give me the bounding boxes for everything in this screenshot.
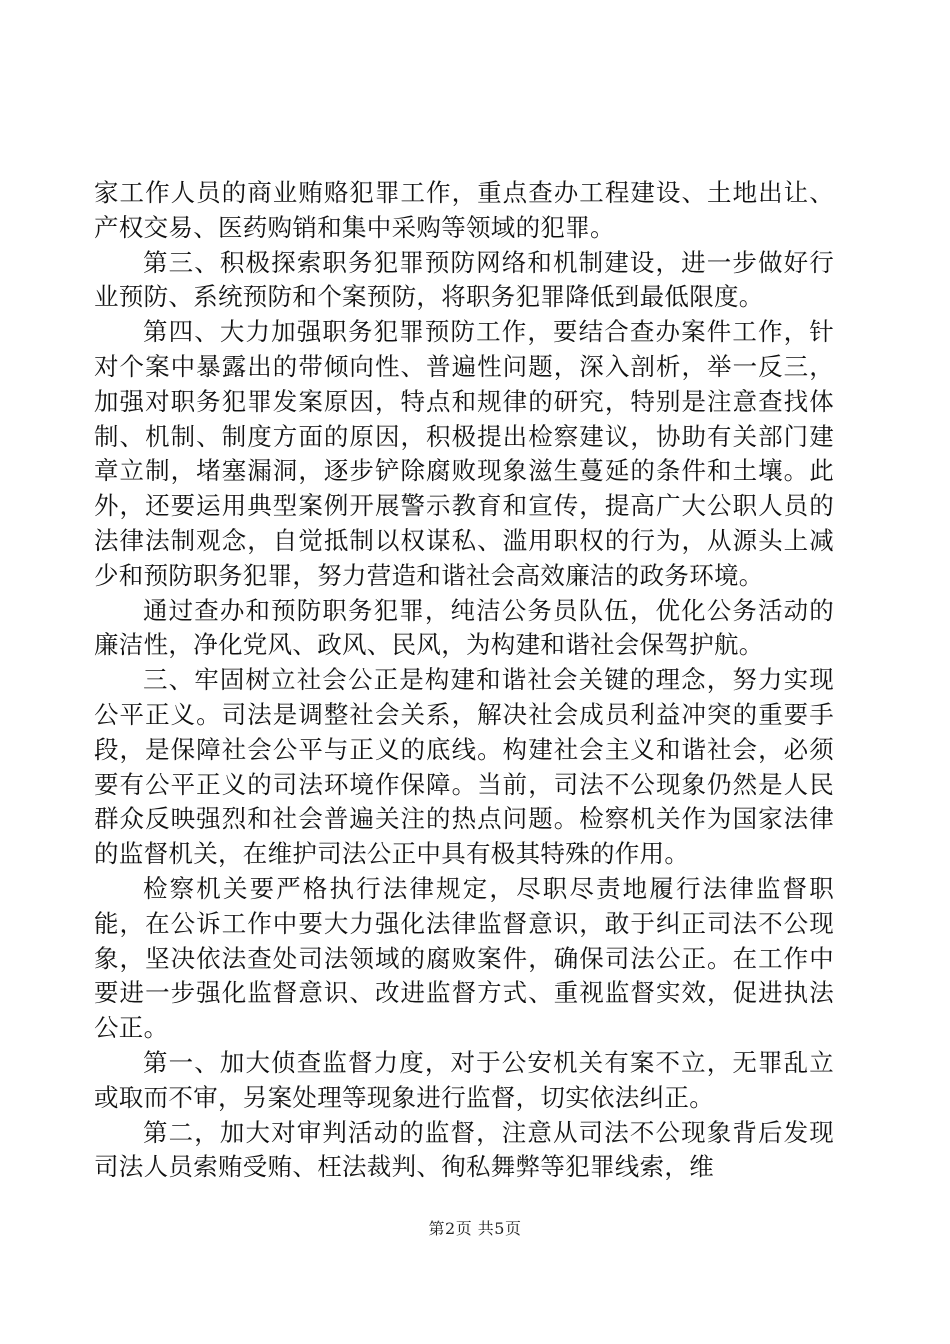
paragraph-1: 家工作人员的商业贿赂犯罪工作，重点查办工程建设、土地出让、产权交易、医药购销和集中采购等领域的犯罪。 <box>94 178 834 242</box>
paragraph-8: 第二，加大对审判活动的监督，注意从司法不公现象背后发现司法人员索贿受贿、枉法裁判、徇私舞弊等犯罪线索，维 <box>94 1117 834 1182</box>
paragraph-2: 第三、积极探索职务犯罪预防网络和机制建设，进一步做好行业预防、系统预防和个案预防，将职务犯罪降低到最低限度。 <box>94 247 834 312</box>
document-body <box>94 176 834 1185</box>
paragraph-3: 第四、大力加强职务犯罪预防工作，要结合查办案件工作，针对个案中暴露出的带倾向性、普遍性问题，深入剖析，举一反三，加强对职务犯罪发案原因，特点和规律的研究，特别是注意查找体制、机制、制度方面的原因，积极提出检察建议，协助有关部门建章立制，堵塞漏洞，逐步铲除腐败现象滋生蔓延的条件和土壤。此外，还要运用典型案例开展警示教育和宣传，提高广大公职人员的法律法制观念，自觉抵制以权谋私、滥用职权的行为，从源头上减少和预防职务犯罪，努力营造和谐社会高效廉洁的政务环境。 <box>94 317 834 590</box>
page-number-footer: 第2页 共5页 <box>428 1219 522 1238</box>
paragraph-7: 第一、加大侦查监督力度，对于公安机关有案不立，无罪乱立或取而不审，另案处理等现象进行监督，切实依法纠正。 <box>94 1047 834 1112</box>
paragraph-6: 检察机关要严格执行法律规定，尽职尽责地履行法律监督职能，在公诉工作中要大力强化法律监督意识，敢于纠正司法不公现象，坚决依法查处司法领域的腐败案件，确保司法公正。在工作中要进一步强化监督意识、改进监督方式、重视监督实效，促进执法公正。 <box>94 873 834 1043</box>
paragraph-5: 三、牢固树立社会公正是构建和谐社会关键的理念，努力实现公平正义。司法是调整社会关系，解决社会成员利益冲突的重要手段，是保障社会公平与正义的底线。构建社会主义和谐社会，必须要有公平正义的司法环境作保障。当前，司法不公现象仍然是人民群众反映强烈和社会普遍关注的热点问题。检察机关作为国家法律的监督机关，在维护司法公正中具有极其特殊的作用。 <box>94 665 834 869</box>
paragraph-4: 通过查办和预防职务犯罪，纯洁公务员队伍，优化公务活动的廉洁性，净化党风、政风、民风，为构建和谐社会保驾护航。 <box>94 595 834 660</box>
